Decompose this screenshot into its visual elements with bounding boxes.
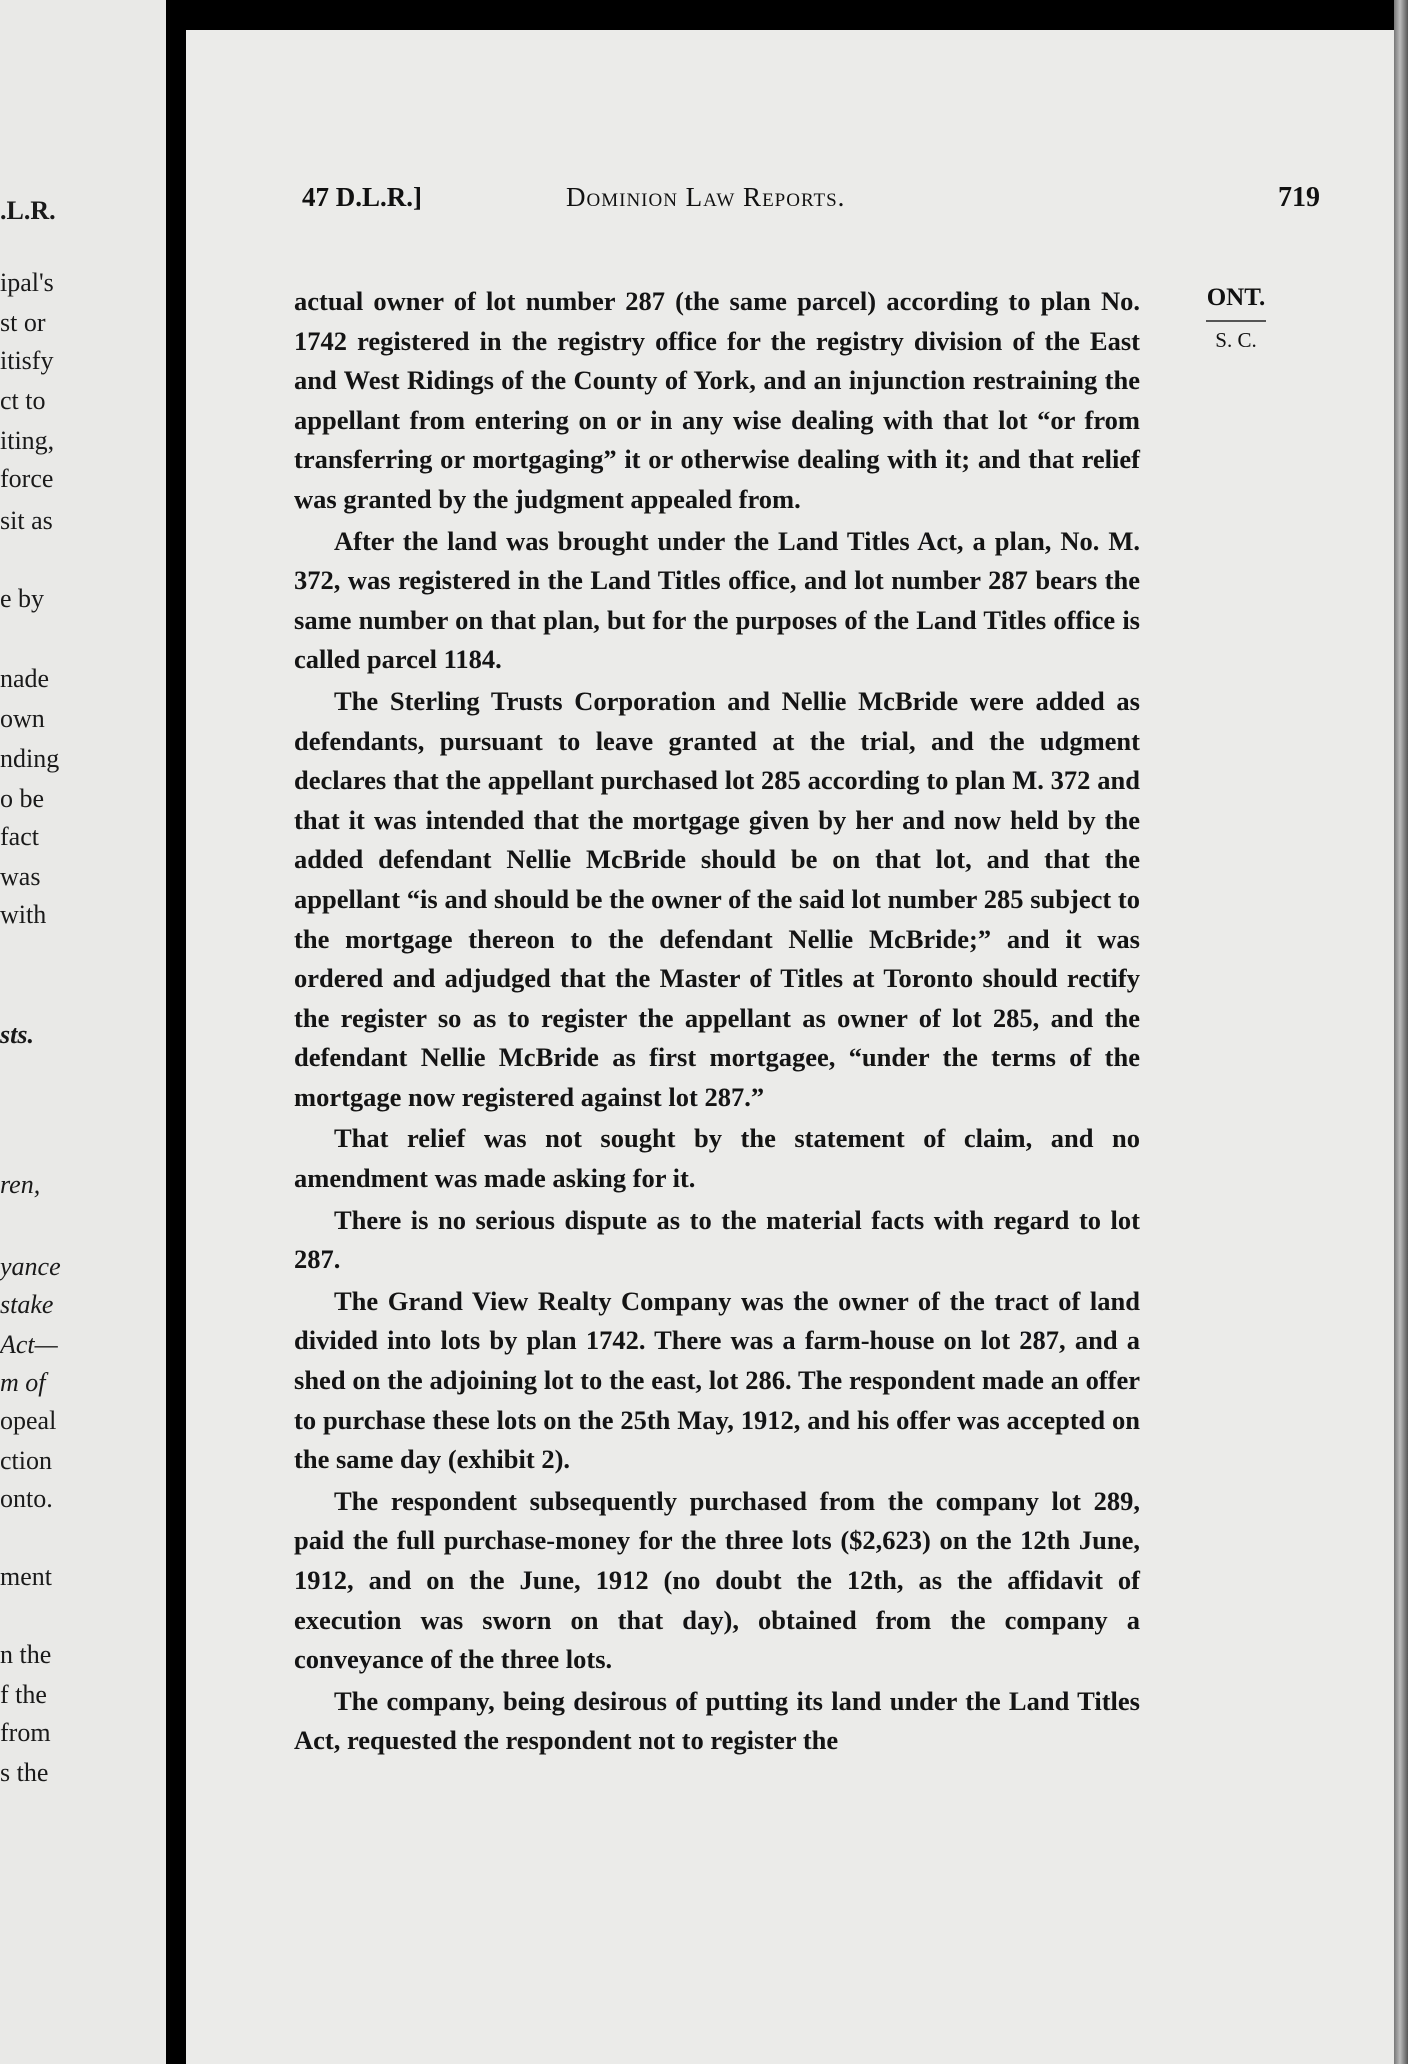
left-page-fragment: m of	[0, 1368, 46, 1397]
page-number: 719	[1278, 182, 1320, 213]
paragraph: The respondent subsequently purchased from the company lot 289, paid the full purchase-money for the three lots ($2,623) on the 12th June, 1912, and on the June, 1912 (no doubt the 12th, as the affidavit of execution was sworn on that day), obtained from the company a conveyance of the three lots.	[294, 1485, 1140, 1675]
running-head	[302, 182, 1320, 226]
volume-reference: 47 D.L.R.]	[302, 182, 422, 212]
paragraph: The company, being desirous of putting its land under the Land Titles Act, requested the respondent not to register the	[294, 1685, 1140, 1756]
book-gutter	[166, 0, 186, 2064]
left-page-fragment: force	[0, 464, 54, 493]
left-page-fragment: n the	[0, 1640, 52, 1669]
left-page-fragment: opeal	[0, 1406, 57, 1435]
left-page-fragment: f the	[0, 1680, 47, 1709]
margin-note-court: S. C.	[1215, 328, 1257, 352]
margin-note	[1206, 284, 1266, 353]
left-page-fragment: sts.	[0, 1020, 34, 1049]
page-edge	[1394, 0, 1408, 2064]
paragraph: There is no serious dispute as to the material facts with regard to lot 287.	[294, 1204, 1140, 1275]
left-page-fragment: nding	[0, 744, 60, 773]
left-page-fragment: fact	[0, 822, 39, 851]
margin-note-province: ONT.	[1206, 284, 1266, 322]
left-page-fragment: st or	[0, 308, 46, 337]
paragraph: The Sterling Trusts Corporation and Nellie McBride were added as defendants, pursuant to leave granted at the trial, and the udgment declares that the appellant purchased lot 285 according to plan M. 372 and that it was intended that the mortgage given by her and now held by the added defendant Nellie McBride should be on that lot, and that the appellant “is and should be the owner of the said lot number 285 subject to the mortgage thereon to the defendant Nellie McBride;” and it was ordered and adjudged that the Master of Titles at Toronto should rectify the register so as to register the appellant as owner of lot 285, and the defendant Nellie McBride as first mortgagee, “under the terms of the mortgage now registered against lot 287.”	[294, 685, 1140, 1112]
body-text	[294, 282, 1140, 1761]
left-page-fragment: e by	[0, 584, 45, 613]
paragraph: That relief was not sought by the statement of claim, and no amendment was made asking for it.	[294, 1123, 1140, 1194]
left-page-fragment: onto.	[0, 1484, 53, 1513]
paragraph: After the land was brought under the Land Titles Act, a plan, No. M. 372, was registered in the Land Titles office, and lot number 287 bears the same number on that plan, but for the purposes of the Land Titles office is called parcel 1184.	[294, 525, 1140, 675]
left-page-fragment: o be	[0, 784, 45, 813]
publication-title: Dominion Law Reports.	[566, 182, 846, 212]
left-page-fragment: iting,	[0, 426, 55, 455]
left-page-fragment: Act—	[0, 1330, 58, 1359]
left-page-fragment: sit as	[0, 506, 53, 535]
left-page-fragment: nade	[0, 664, 50, 693]
left-page-fragment: ren,	[0, 1170, 41, 1199]
left-page-fragment: stake	[0, 1290, 54, 1319]
left-page-fragment: ipal's	[0, 268, 54, 297]
left-page-fragment: with	[0, 900, 47, 929]
paragraph: The Grand View Realty Company was the owner of the tract of land divided into lots by plan 1742. There was a farm-house on lot 287, and a shed on the adjoining lot to the east, lot 286. The respondent made an offer to purchase these lots on the 25th May, 1912, and his offer was accepted on the same day (exhibit 2).	[294, 1285, 1140, 1475]
left-page-margin	[0, 0, 166, 2064]
left-page-fragment: from	[0, 1718, 51, 1747]
left-page-fragment: ction	[0, 1446, 52, 1475]
left-page-fragment: ct to	[0, 386, 46, 415]
left-page-fragment: .L.R.	[0, 196, 56, 225]
left-page-fragment: ment	[0, 1562, 52, 1591]
left-page-fragment: yance	[0, 1252, 61, 1281]
left-page-fragment: was	[0, 862, 41, 891]
left-page-fragment: itisfy	[0, 346, 54, 375]
paragraph: actual owner of lot number 287 (the same parcel) according to plan No. 1742 registered in the registry office for the registry division of the East and West Ridings of the County of York, and an injunction restraining the appellant from entering on or in any wise dealing with that lot “or from transferring or mortgaging” it or otherwise dealing with it; and that relief was granted by the judgment appealed from.	[294, 286, 1140, 514]
left-page-fragment: own	[0, 704, 45, 733]
left-page-fragment: s the	[0, 1758, 49, 1787]
